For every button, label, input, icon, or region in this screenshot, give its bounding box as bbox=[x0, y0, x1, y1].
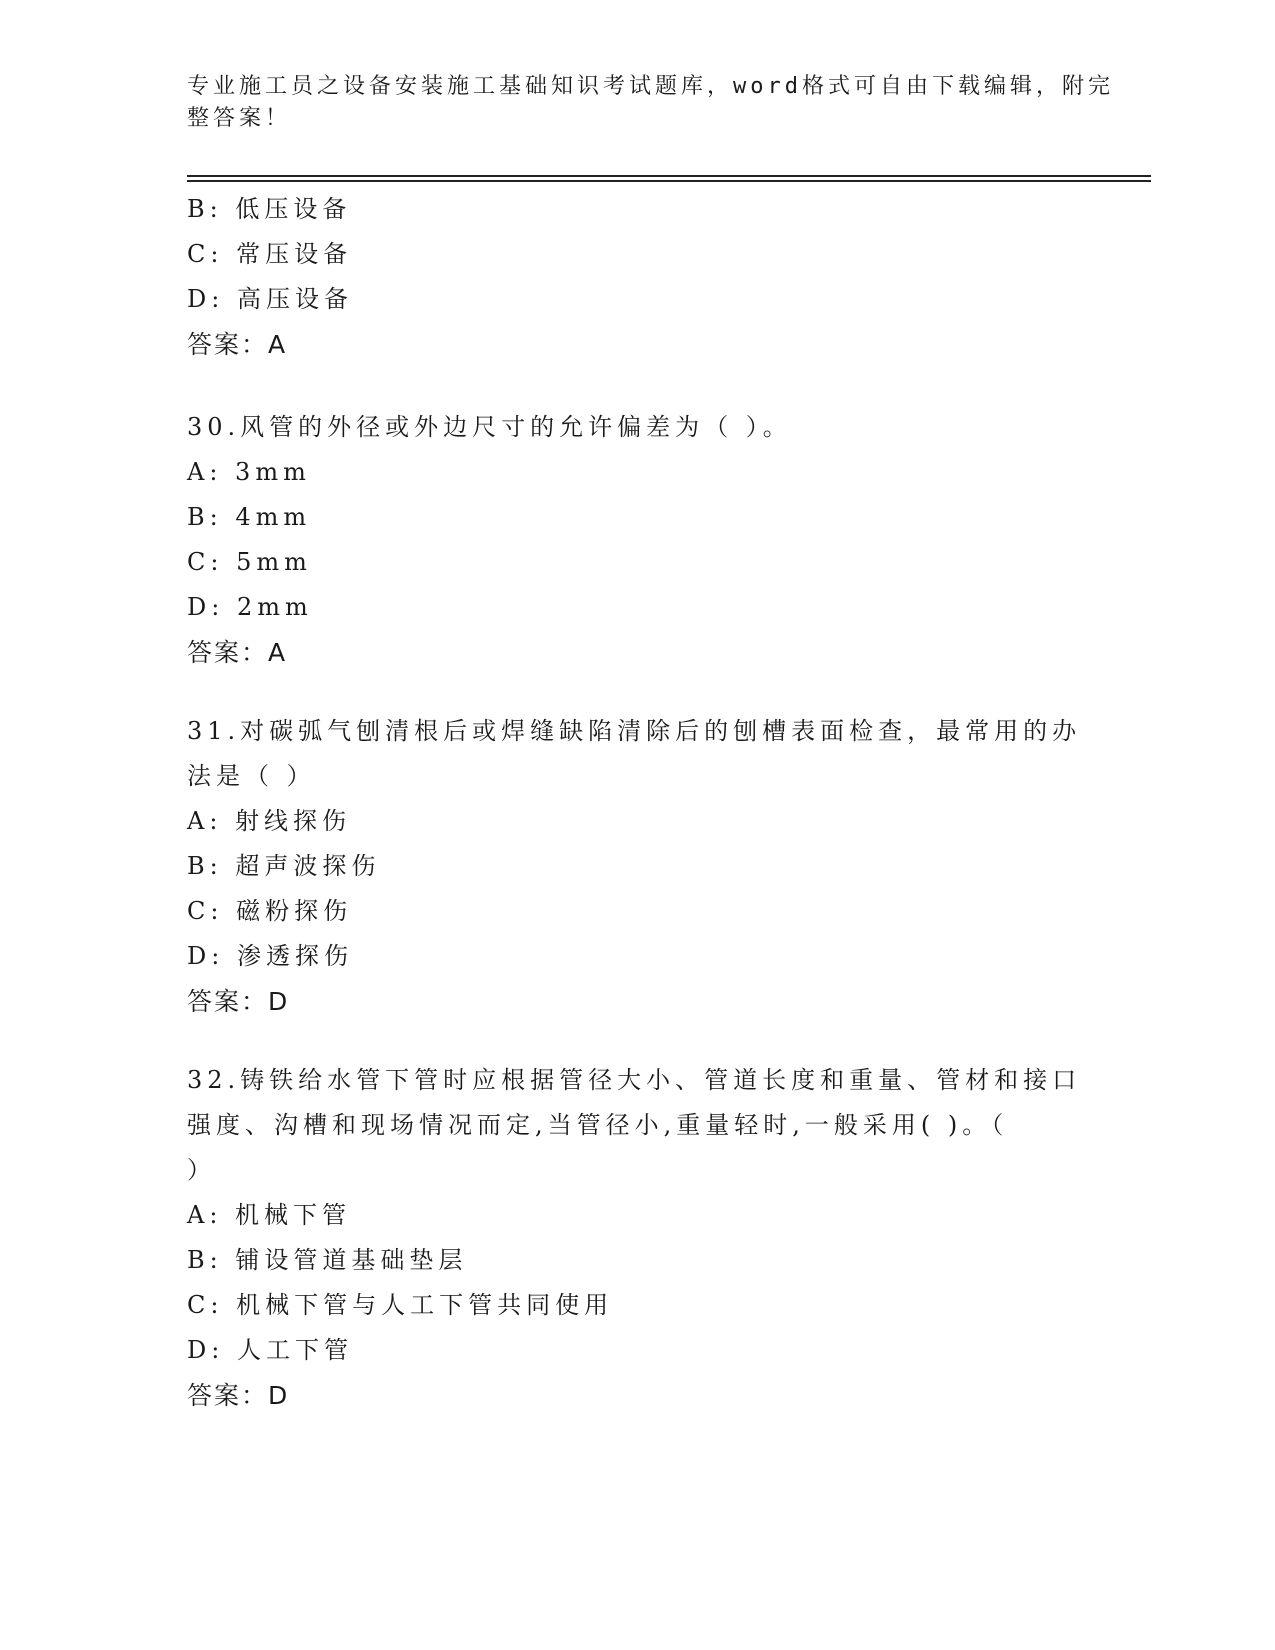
prev-question-block bbox=[187, 187, 1087, 367]
header-rule-top bbox=[187, 175, 1151, 177]
option-a: A: 射线探伤 bbox=[187, 807, 352, 835]
answer: 答案：A bbox=[187, 638, 288, 667]
option-a: A: 机械下管 bbox=[187, 1201, 352, 1229]
question-text: 30.风管的外径或外边尺寸的允许偏差为（ ）。 bbox=[187, 413, 792, 441]
question-32-block bbox=[187, 1058, 1087, 1418]
option-c: C: 常压设备 bbox=[187, 240, 353, 268]
option-b: B: 铺设管道基础垫层 bbox=[187, 1246, 468, 1274]
answer: 答案：A bbox=[187, 330, 288, 359]
option-d: D: 渗透探伤 bbox=[187, 942, 353, 970]
answer: 答案：D bbox=[187, 987, 290, 1016]
question-text: 法是（ ） bbox=[187, 762, 316, 790]
header-text-line-1: 专业施工员之设备安装施工基础知识考试题库，word格式可自由下载编辑，附完 bbox=[187, 74, 1114, 99]
option-d: D: 高压设备 bbox=[187, 285, 353, 313]
option-c: C: 机械下管与人工下管共同使用 bbox=[187, 1291, 614, 1319]
question-text: 强度、沟槽和现场情况而定,当管径小,重量轻时,一般采用( )。（ bbox=[187, 1111, 1009, 1139]
option-d: D: 人工下管 bbox=[187, 1336, 353, 1364]
header-rule-bottom bbox=[187, 180, 1151, 182]
option-b: B: 超声波探伤 bbox=[187, 852, 381, 880]
option-a: A: 3mm bbox=[187, 458, 311, 486]
option-c: C: 磁粉探伤 bbox=[187, 897, 353, 925]
question-text: 32.铸铁给水管下管时应根据管径大小、管道长度和重量、管材和接口 bbox=[187, 1066, 1082, 1094]
question-text: ） bbox=[187, 1156, 216, 1184]
option-c: C: 5mm bbox=[187, 548, 312, 576]
answer: 答案：D bbox=[187, 1381, 290, 1410]
option-b: B: 4mm bbox=[187, 503, 312, 531]
header-text-line-2: 整答案！ bbox=[187, 106, 292, 131]
question-text: 31.对碳弧气刨清根后或焊缝缺陷清除后的刨槽表面检查，最常用的办 bbox=[187, 717, 1082, 745]
option-b: B: 低压设备 bbox=[187, 195, 352, 223]
question-30-block bbox=[187, 405, 1087, 675]
question-31-block bbox=[187, 709, 1087, 1024]
option-d: D: 2mm bbox=[187, 593, 313, 621]
